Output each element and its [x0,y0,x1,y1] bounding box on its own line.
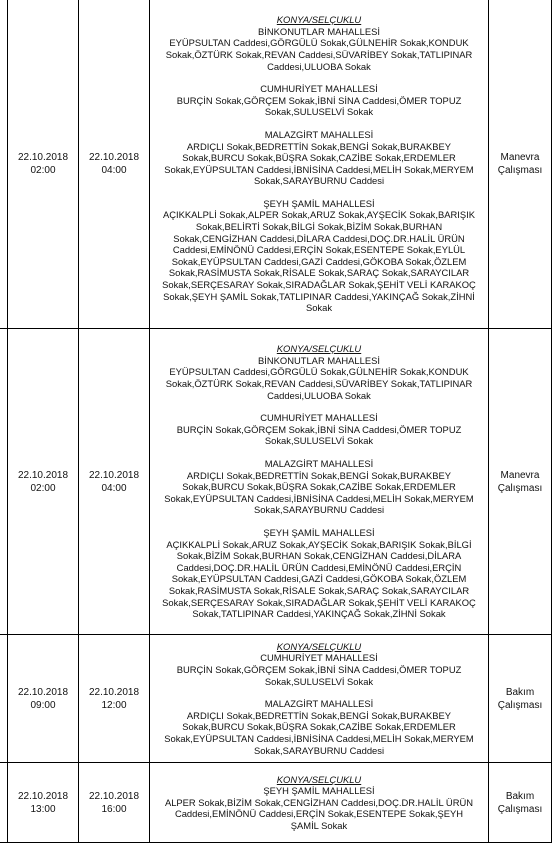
end-date: 22.10.2018 [88,152,140,163]
end-time: 12:00 [101,699,127,711]
work-type-line: Çalışması [497,165,543,176]
region-label: KONYA/SELÇUKLU [276,343,362,355]
street-list-line: Sokak,SARAYBURNU Caddesi [253,504,385,516]
end-datetime-cell [79,329,150,635]
street-list-line: Sokak [305,302,333,314]
start-date: 22.10.2018 [17,469,69,481]
neighborhood-block [150,698,488,756]
street-list-line: Sokak,RASİMUSTA Sokak,RİSALE Sokak,SARAÇ Sokak,SARAYCILAR [168,267,470,279]
neighborhood-block [150,785,488,831]
street-list-line: Caddesi,EMİNÖNÜ Caddesi,ERÇİN Sokak,ESENTEPE Sokak,EYLÜL [172,244,466,256]
end-time: 04:00 [101,482,127,494]
neighborhood-block [150,527,488,620]
neighborhood-name: MALAZGİRT MAHALLESİ [264,128,374,140]
end-datetime-cell [79,635,150,763]
work-type-line: Bakım [505,790,535,802]
neighborhood-name: ŞEYH ŞAMİL MAHALLESİ [263,526,375,538]
street-list-line: Sokak,BELİRTİ Sokak,BİLGİ Sokak,BİZİM Sokak,BURHAN [195,221,443,233]
start-datetime-cell [8,763,79,843]
work-type-cell [489,0,552,329]
start-datetime-cell [8,329,79,635]
street-list-line: EYÜPSULTAN Caddesi,GÖRGÜLÜ Sokak,GÜLNEHİR Sokak,KONDUK [169,37,469,49]
neighborhood-name: ŞEYH ŞAMİL MAHALLESİ [263,197,375,209]
street-list-line: Sokak,CENGİZHAN Caddesi,DİLARA Caddesi,DOÇ.DR.HALİL ÜRÜN [173,232,465,244]
region-label: KONYA/SELÇUKLU [276,14,362,26]
region-label: KONYA/SELÇUKLU [276,773,362,785]
row-marker-cell [0,635,8,763]
end-date: 22.10.2018 [88,469,140,481]
street-list-line: Caddesi,ULUOBA Sokak [267,60,371,72]
affected-locations-cell [150,635,489,763]
street-list-line: Sokak,SERÇESARAY Sokak,SIRADAĞLAR Sokak,ŞEHİT VELİ KARAKOÇ [162,279,476,291]
neighborhood-block [150,652,488,687]
street-list-line: BURÇİN Sokak,GÖRÇEM Sokak,İBNİ SİNA Caddesi,ÖMER TOPUZ [176,664,462,676]
neighborhood-name: MALAZGİRT MAHALLESİ [264,458,374,470]
street-list-line: BURÇİN Sokak,GÖRÇEM Sokak,İBNİ SİNA Caddesi,ÖMER TOPUZ [176,94,462,106]
street-list-line: Sokak,EYÜPSULTAN Caddesi,GAZİ Caddesi,GÖKOBA Sokak,ÖZLEM [171,255,467,267]
work-type-line: Manevra [500,469,540,481]
start-datetime-cell [8,0,79,329]
end-datetime-cell [79,0,150,329]
street-list-line: Sokak,ÖZTÜRK Sokak,REVAN Caddesi,SÜVARİBEY Sokak,TATLIPINAR [165,378,473,390]
street-list-line: ARDIÇLI Sokak,BEDRETTİN Sokak,BENGİ Sokak,BURAKBEY [186,140,452,152]
neighborhood-name: CUMHURİYET MAHALLESİ [260,83,378,95]
street-list-line: Sokak,SARAYBURNU Caddesi [253,744,385,756]
street-list-line: Sokak,SULUSELVİ Sokak [264,435,374,447]
street-list-line: Sokak,BURCU Sokak,BÜŞRA Sokak,CAZİBE Sokak,ERDEMLER [182,481,456,493]
outage-row [0,635,552,763]
end-date: 22.10.2018 [88,790,140,802]
neighborhood-name: BİNKONUTLAR MAHALLESİ [258,354,380,366]
street-list-line: Sokak,BURCU Sokak,BÜŞRA Sokak,CAZİBE Sokak,ERDEMLER [182,721,456,733]
street-list-line: Sokak,SULUSELVİ Sokak [264,106,374,118]
neighborhood-block [150,355,488,401]
start-date: 22.10.2018 [17,152,69,163]
row-marker-cell [0,329,8,635]
street-list-line: Sokak,SERÇESARAY Sokak,SIRADAĞLAR Sokak,ŞEHİT VELİ KARAKOÇ [162,596,476,608]
neighborhood-name: CUMHURİYET MAHALLESİ [260,652,378,664]
street-list-line: Sokak,EYÜPSULTAN Caddesi,İBNİSİNA Caddesi,MELİH Sokak,MERYEM [164,732,474,744]
outage-row [0,329,552,635]
street-list-line: AÇIKKALPLİ Sokak,ARUZ Sokak,AYŞECİK Sokak,BARIŞIK Sokak,BİLGİ [166,538,472,550]
street-list-line: ŞAMİL Sokak [290,819,348,831]
neighborhood-block [150,412,488,447]
street-list-line: Caddesi,ULUOBA Sokak [267,389,371,401]
street-list-line: ALPER Sokak,BİZİM Sokak,CENGİZHAN Caddesi,DOÇ.DR.HALİL ÜRÜN [164,796,474,808]
street-list-line: Caddesi,EMİNÖNÜ Caddesi,ERÇİN Sokak,ESENTEPE Sokak,ŞEYH [174,808,464,820]
street-list-line: Sokak,BURCU Sokak,BÜŞRA Sokak,CAZİBE Sokak,ERDEMLER [182,152,456,164]
neighborhood-block [150,129,488,187]
outage-row [0,0,552,329]
neighborhood-name: BİNKONUTLAR MAHALLESİ [258,25,380,37]
outage-row [0,763,552,843]
start-time: 13:00 [30,803,56,815]
street-list-line: BURÇİN Sokak,GÖRÇEM Sokak,İBNİ SİNA Caddesi,ÖMER TOPUZ [176,423,462,435]
street-list-line: Sokak,EYÜPSULTAN Caddesi,İBNİSİNA Caddesi,MELİH Sokak,MERYEM [164,492,474,504]
affected-locations-cell [150,329,489,635]
work-type-cell [489,763,552,843]
street-list-line: Caddesi,DOÇ.DR.HALİL ÜRÜN Caddesi,EMİNÖNÜ Caddesi,ERÇİN [176,561,462,573]
street-list-line: Sokak,EYÜPSULTAN Caddesi,İBNİSİNA Caddesi,MELİH Sokak,MERYEM [164,163,474,175]
street-list-line: Sokak,EYÜPSULTAN Caddesi,GAZİ Caddesi,GÖKOBA Sokak,ÖZLEM [171,573,467,585]
start-date: 22.10.2018 [17,790,69,802]
work-type-line: Manevra [500,152,540,163]
work-type-line: Bakım [505,686,535,698]
affected-locations-cell [150,763,489,843]
start-date: 22.10.2018 [17,686,69,698]
neighborhood-block [150,83,488,118]
region-label: KONYA/SELÇUKLU [276,640,362,652]
street-list-line: Sokak,SARAYBURNU Caddesi [253,175,385,187]
end-time: 16:00 [101,803,127,815]
street-list-line: EYÜPSULTAN Caddesi,GÖRGÜLÜ Sokak,GÜLNEHİR Sokak,KONDUK [169,366,469,378]
row-marker-cell [0,0,8,329]
street-list-line: Sokak,ÖZTÜRK Sokak,REVAN Caddesi,SÜVARİBEY Sokak,TATLIPINAR [165,48,473,60]
start-time: 09:00 [30,699,56,711]
street-list-line: Sokak,BİZİM Sokak,BURHAN Sokak,CENGİZHAN Caddesi,DİLARA [176,550,462,562]
street-list-line: Sokak,TATLIPINAR Caddesi,YAKINÇAĞ Sokak,ZİHNİ Sokak [192,608,446,620]
work-type-line: Çalışması [497,699,543,711]
end-time: 04:00 [101,165,127,176]
start-time: 02:00 [30,482,56,494]
street-list-line: ARDIÇLI Sokak,BEDRETTİN Sokak,BENGİ Sokak,BURAKBEY [186,469,452,481]
street-list-line: AÇIKKALPLİ Sokak,ALPER Sokak,ARUZ Sokak,AYŞECİK Sokak,BARIŞIK [163,209,475,221]
neighborhood-name: CUMHURİYET MAHALLESİ [260,412,378,424]
work-type-cell [489,329,552,635]
work-type-line: Çalışması [497,482,543,494]
work-type-cell [489,635,552,763]
street-list-line: ARDIÇLI Sokak,BEDRETTİN Sokak,BENGİ Sokak,BURAKBEY [186,709,452,721]
start-datetime-cell [8,635,79,763]
street-list-line: Sokak,RASİMUSTA Sokak,RİSALE Sokak,SARAÇ Sokak,SARAYCILAR [168,584,470,596]
neighborhood-name: MALAZGİRT MAHALLESİ [264,698,374,710]
street-list-line: Sokak,SULUSELVİ Sokak [264,675,374,687]
neighborhood-name: ŞEYH ŞAMİL MAHALLESİ [263,785,375,797]
start-time: 02:00 [30,165,56,176]
end-datetime-cell [79,763,150,843]
neighborhood-block [150,26,488,72]
row-marker-cell [0,763,8,843]
neighborhood-block [150,458,488,516]
end-date: 22.10.2018 [88,686,140,698]
neighborhood-block [150,198,488,314]
street-list-line: Sokak,ŞEYH ŞAMİL Sokak,TATLIPINAR Caddesi,YAKINÇAĞ Sokak,ZİHNİ [163,290,475,302]
work-type-line: Çalışması [497,803,543,815]
affected-locations-cell [150,0,489,329]
